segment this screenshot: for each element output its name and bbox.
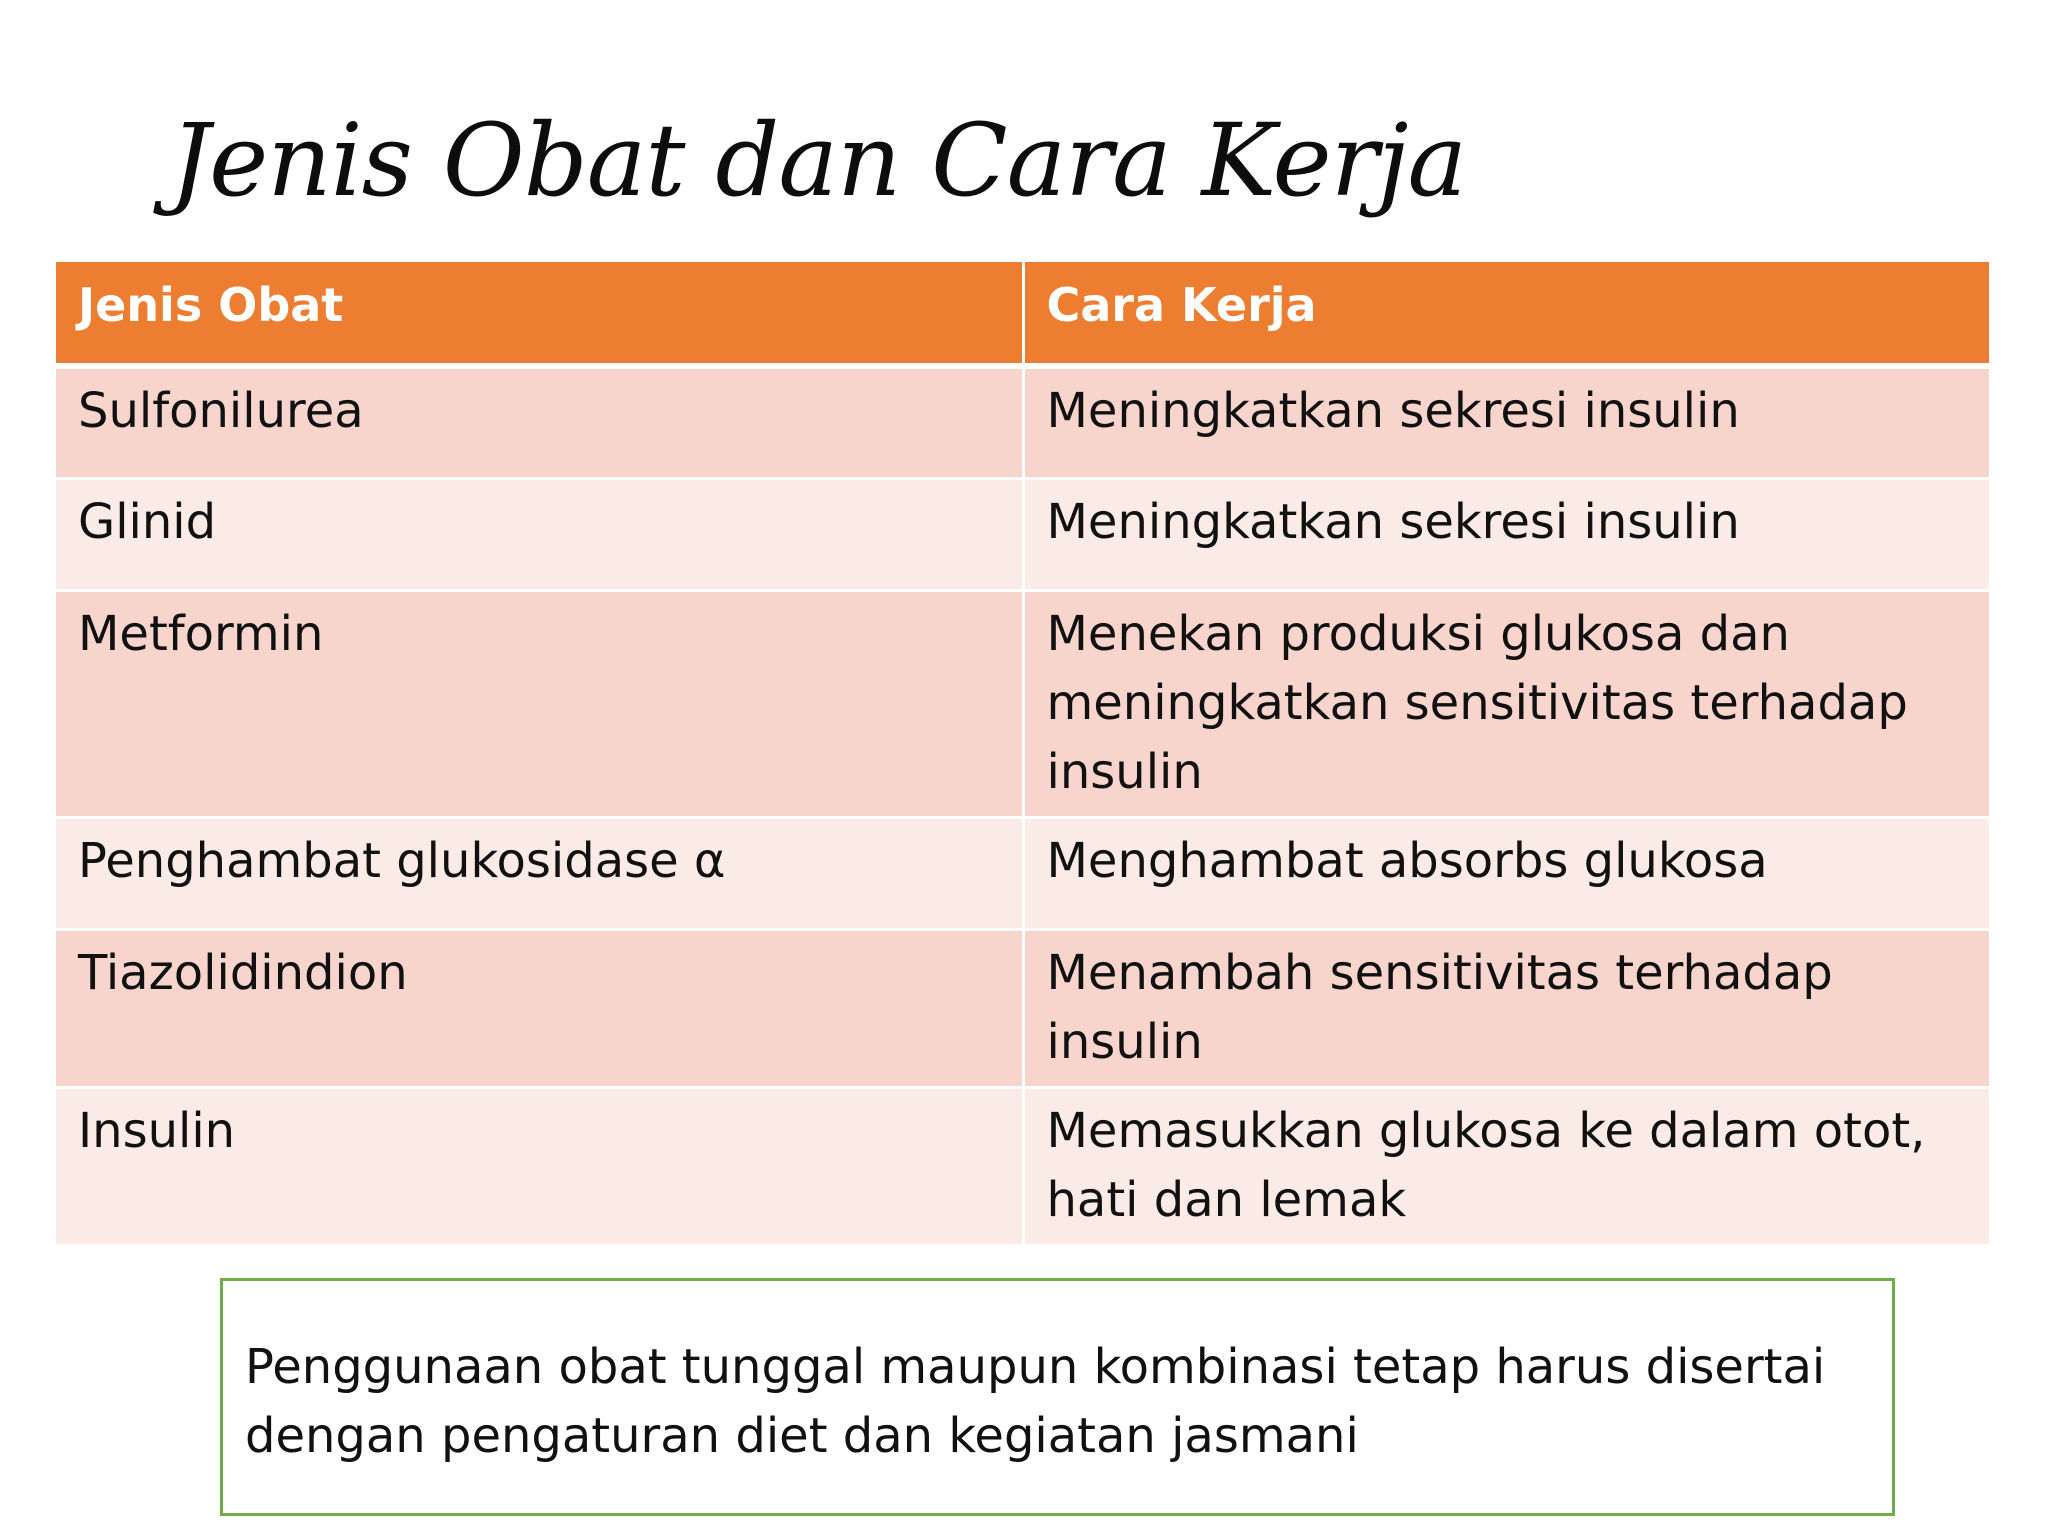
- table-row: [56, 929, 1989, 1087]
- cell-cara-kerja: Meningkatkan sekresi insulin: [1023, 478, 1989, 590]
- cell-jenis-obat: Tiazolidindion: [56, 929, 1023, 1087]
- cell-cara-kerja: Menekan produksi glukosa dan meningkatkan sensitivitas terhadap insulin: [1023, 590, 1989, 817]
- table-row: [56, 590, 1989, 817]
- header-row: [56, 262, 1989, 366]
- table-row: [56, 478, 1989, 590]
- cell-jenis-obat: Penghambat glukosidase α: [56, 817, 1023, 929]
- cell-cara-kerja: Menghambat absorbs glukosa: [1023, 817, 1989, 929]
- table-row: [56, 817, 1989, 929]
- cell-cara-kerja: Meningkatkan sekresi insulin: [1023, 366, 1989, 478]
- cell-jenis-obat: Glinid: [56, 478, 1023, 590]
- cell-jenis-obat: Insulin: [56, 1087, 1023, 1245]
- table-header: [56, 262, 1989, 366]
- table-body: [56, 366, 1989, 1245]
- cell-cara-kerja: Memasukkan glukosa ke dalam otot, hati dan lemak: [1023, 1087, 1989, 1245]
- cell-jenis-obat: Sulfonilurea: [56, 366, 1023, 478]
- drug-table: [56, 262, 1989, 1247]
- note-box: [220, 1278, 1895, 1516]
- cell-cara-kerja: Menambah sensitivitas terhadap insulin: [1023, 929, 1989, 1087]
- cell-jenis-obat: Metformin: [56, 590, 1023, 817]
- note-text: Penggunaan obat tunggal maupun kombinasi tetap harus disertai dengan pengaturan diet dan kegiatan jasmani: [245, 1339, 1826, 1464]
- header-cara-kerja: Cara Kerja: [1023, 262, 1989, 366]
- header-jenis-obat: Jenis Obat: [56, 262, 1023, 366]
- table-row: [56, 1087, 1989, 1245]
- slide-title: Jenis Obat dan Cara Kerja: [170, 102, 1467, 219]
- table-row: [56, 366, 1989, 478]
